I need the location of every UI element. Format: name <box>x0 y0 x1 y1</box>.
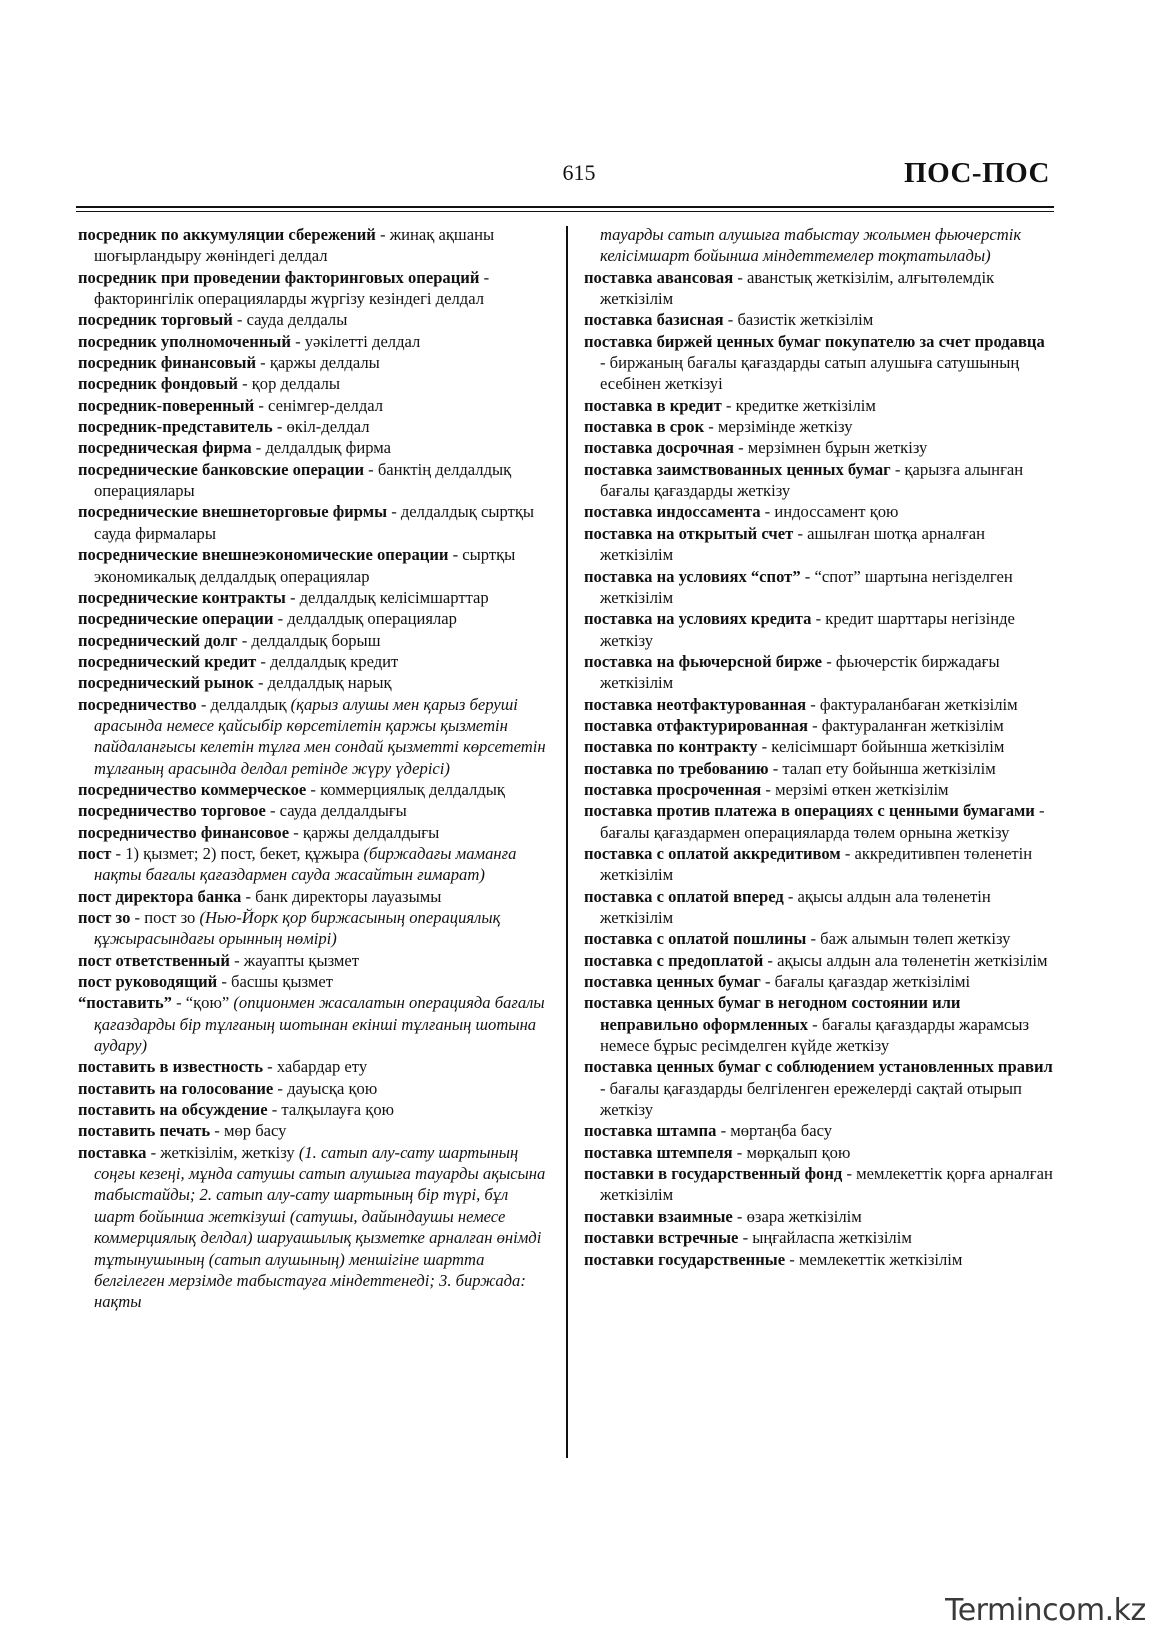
entry-term: поставка штампа <box>584 1121 717 1141</box>
entry-definition: - басшы қызмет <box>217 972 333 992</box>
entry-definition: - аванстық жеткізілім, алғытөлемдік жеткізілім <box>600 267 995 309</box>
dictionary-entry <box>78 971 548 992</box>
entry-definition: - бағалы қағаздармен операцияларда төлем орнына жеткізу <box>600 801 1045 842</box>
entry-definition: - базистік жеткізілім <box>723 310 874 330</box>
dictionary-entry <box>584 523 1054 566</box>
entry-definition: - коммерциялық делдалдық <box>306 779 505 799</box>
entry-definition: - келісімшарт бойынша жеткізілім <box>757 737 1005 757</box>
dictionary-entry <box>78 1142 548 1313</box>
dictionary-entry <box>584 758 1054 779</box>
entry-term: поставить на голосование <box>78 1078 274 1098</box>
entry-term: посреднический долг <box>78 630 238 650</box>
entry-term: посредник уполномоченный <box>78 331 291 351</box>
entry-term: посредник-представитель <box>78 417 273 437</box>
dictionary-entry <box>584 971 1054 992</box>
dictionary-entry <box>584 1206 1054 1227</box>
entry-definition: - делдалдық фирма <box>251 438 392 458</box>
dictionary-entry <box>584 694 1054 715</box>
dictionary-entry <box>78 1120 548 1141</box>
entry-definition: - қаржы делдалдығы <box>289 822 440 842</box>
entry-definition: - мемлекеттік жеткізілім <box>785 1249 963 1269</box>
entry-term: поставки встречные <box>584 1228 739 1248</box>
dictionary-entry <box>78 331 548 352</box>
dictionary-entry <box>78 950 548 971</box>
entry-definition: - аккредитивпен төленетін жеткізілім <box>600 843 1033 885</box>
entry-definition: - индоссамент қою <box>760 502 899 522</box>
dictionary-entry <box>78 373 548 394</box>
entry-term: поставка ценных бумаг <box>584 972 761 992</box>
dictionary-entry <box>584 715 1054 736</box>
entry-definition: - фактураланбаған жеткізілім <box>806 694 1018 714</box>
dictionary-entry <box>78 309 548 330</box>
dictionary-entry <box>584 501 1054 522</box>
dictionary-entry <box>78 544 548 587</box>
entry-definition: - ашылған шотқа арналған жеткізілім <box>600 523 985 565</box>
entry-definition: - бағалы қағаздар жеткізілімі <box>760 972 971 992</box>
entry-definition: - жинақ ақшаны шоғырландыру жөніндегі делдал <box>94 225 495 266</box>
entry-term: посредничество коммерческое <box>78 779 307 799</box>
dictionary-entry <box>584 459 1054 502</box>
dictionary-entry <box>584 309 1054 330</box>
dictionary-entry <box>584 395 1054 416</box>
dictionary-entry <box>584 437 1054 458</box>
entry-definition: - қаржы делдалы <box>256 353 380 373</box>
entry-note: (1. сатып алу-сату шартының соңғы кезеңі, мұнда сатушы сатып алушыға тауарды ақысына табыстайды; 2. сатып алу-сату шартының бір түрі, бұл шарт бойынша жеткізуші (сатушы, дайындаушы немесе коммерциялық делдал) шаруашылық қызметке арналған өнімді тұтынушының (сатып алушының) меншігіне шартта белгілеген мерзімде табыстауға міндеттенеді; 3. биржада: нақты <box>94 1142 546 1312</box>
entry-term: пост руководящий <box>78 972 218 992</box>
entry-term: поставить на обсуждение <box>78 1100 268 1120</box>
entry-definition: - мерзімі өткен жеткізілім <box>761 779 949 799</box>
entry-term: поставка биржей ценных бумаг покупателю за счет продавца <box>584 331 1045 351</box>
entry-term: поставка заимствованных ценных бумаг <box>584 459 891 479</box>
entry-definition: - өкіл-делдал <box>272 417 370 437</box>
dictionary-entry <box>584 928 1054 949</box>
entry-note: тауарды сатып алушыға табыстау жолымен фьючерстік келісімшарт бойынша міндеттемелер тоқтатылады) <box>600 225 1022 266</box>
entry-term: посредник-поверенный <box>78 395 255 415</box>
dictionary-entry <box>78 694 548 779</box>
entry-note: (опционмен жасалатын операцияда бағалы қағаздарды бір тұлғаның шотынан екінші тұлғаның шотына аудару) <box>94 993 545 1056</box>
dictionary-entry <box>584 416 1054 437</box>
entry-term: посредник финансовый <box>78 353 257 373</box>
entry-definition: - фьючерстік биржадағы жеткізілім <box>600 651 1000 693</box>
entry-definition: - банктің делдалдық операциялары <box>94 459 512 501</box>
entry-term: поставка неотфактурованная <box>584 694 807 714</box>
right-column <box>584 224 1054 1270</box>
entry-note: (Нью-Йорк қор биржасының операциялық құжырасындағы орынның нөмірі) <box>94 908 501 949</box>
dictionary-entry <box>78 416 548 437</box>
entry-term: посреднические контракты <box>78 587 286 607</box>
entry-definition: - мөр басу <box>210 1121 287 1141</box>
dictionary-entry <box>584 950 1054 971</box>
dictionary-entry <box>584 651 1054 694</box>
entry-definition: - қор делдалы <box>237 374 341 394</box>
entry-term: поставка с оплатой вперед <box>584 886 784 906</box>
entry-term: поставка авансовая <box>584 267 734 287</box>
dictionary-entry <box>78 352 548 373</box>
entry-definition: - бағалы қағаздарды белгіленген ережелерді сақтай отырып жеткізу <box>600 1078 1022 1120</box>
page-number: 615 <box>562 160 596 185</box>
entry-term: пост директора банка <box>78 886 242 906</box>
entry-term: посредник при проведении факторинговых операций <box>78 267 480 287</box>
entry-definition: - талап ету бойынша жеткізілім <box>768 758 996 778</box>
entry-term: посредник торговый <box>78 310 233 330</box>
entry-definition: - биржаның бағалы қағаздарды сатып алушыға сатушының есебінен жеткізуі <box>600 353 1020 394</box>
dictionary-entry <box>78 459 548 502</box>
entry-term: “поставить” <box>78 993 172 1013</box>
entry-definition: - сауда делдалдығы <box>265 801 407 821</box>
entry-definition: - делдалдық <box>196 694 291 714</box>
entry-term: посреднические операции <box>78 609 274 629</box>
entry-term: посредничество торговое <box>78 801 266 821</box>
entry-definition: - “қою” <box>171 993 234 1013</box>
entry-definition: - пост зо <box>130 908 200 927</box>
entry-term: поставка базисная <box>584 310 724 330</box>
dictionary-entry <box>78 992 548 1056</box>
dictionary-entry <box>584 1056 1054 1120</box>
entry-term: посреднический кредит <box>78 651 257 671</box>
entry-note: (қарыз алушы мен қарыз беруші арасында немесе қайсыбір көрсетілетін қаржы қызметін пайдаланғысы келетін тұлға мен сондай қызметті көрсететін тұлғаның арасында делдал ретінде жүру үдерісі) <box>94 694 546 778</box>
entry-term: поставка с предоплатой <box>584 950 764 970</box>
entry-term: поставки государственные <box>584 1249 786 1269</box>
entry-definition: - өзара жеткізілім <box>732 1206 862 1226</box>
entry-term: поставка с оплатой аккредитивом <box>584 843 841 863</box>
entry-definition: - фактураланған жеткізілім <box>807 715 1004 735</box>
entry-definition: - кредит шарттары негізінде жеткізу <box>600 609 1015 650</box>
dictionary-entry <box>584 267 1054 310</box>
dictionary-entry <box>78 587 548 608</box>
entry-definition: - факторингілік операцияларды жүргізу кезіндегі делдал <box>94 267 490 309</box>
entry-term: поставка на условиях кредита <box>584 609 812 629</box>
dictionary-entry <box>78 608 548 629</box>
entry-term: поставки взаимные <box>584 1206 733 1226</box>
dictionary-entry <box>584 1227 1054 1248</box>
dictionary-entry <box>78 395 548 416</box>
dictionary-entry <box>78 267 548 310</box>
dictionary-entry <box>78 1056 548 1077</box>
entry-term: поставка на открытый счет <box>584 523 794 543</box>
entry-definition: - мерзімнен бұрын жеткізу <box>733 438 928 458</box>
dictionary-entry <box>584 779 1054 800</box>
entry-term: поставка по контракту <box>584 737 758 757</box>
entry-term: поставка ценных бумаг в негодном состоянии или неправильно оформленных <box>584 993 961 1034</box>
dictionary-entry <box>584 566 1054 609</box>
entry-term: поставка просроченная <box>584 779 762 799</box>
dictionary-entry <box>584 1163 1054 1206</box>
entry-definition: - ақысы алдын ала төленетін жеткізілім <box>763 950 1048 970</box>
entry-definition: - сауда делдалы <box>232 310 348 330</box>
dictionary-entry <box>584 1249 1054 1270</box>
dictionary-entry <box>78 886 548 907</box>
dictionary-entry <box>78 1099 548 1120</box>
entry-definition: - ыңғайласпа жеткізілім <box>738 1228 912 1248</box>
entry-definition: - ақысы алдын ала төленетін жеткізілім <box>600 886 991 927</box>
entry-term: поставка в кредит <box>584 395 722 415</box>
entry-term: посреднический рынок <box>78 673 254 693</box>
dictionary-entry <box>78 501 548 544</box>
dictionary-entry <box>78 437 548 458</box>
entry-term: посреднические внешнеэкономические операции <box>78 545 449 565</box>
entry-definition: - делдалдық нарық <box>253 673 392 693</box>
dictionary-entry <box>78 630 548 651</box>
dictionary-entry <box>78 224 548 267</box>
dictionary-entry <box>78 672 548 693</box>
entry-term: поставка отфактурированная <box>584 715 808 735</box>
header-rule-thin <box>76 211 1054 212</box>
entry-definition: - мөртаңба басу <box>716 1121 833 1141</box>
entry-definition: - делдалдық сыртқы сауда фирмалары <box>94 502 535 543</box>
entry-term: поставка <box>78 1142 147 1162</box>
entry-term: поставка с оплатой пошлины <box>584 929 807 949</box>
entry-definition: - мөрқалып қою <box>732 1142 851 1162</box>
entry-term: поставка на условиях “спот” <box>584 566 801 586</box>
dictionary-entry <box>78 822 548 843</box>
entry-term: посреднические банковские операции <box>78 459 365 479</box>
entry-term: пост зо <box>78 908 131 927</box>
dictionary-entry <box>78 843 548 886</box>
entry-definition: - уәкілетті делдал <box>290 331 421 351</box>
header-rule-thick <box>76 206 1054 208</box>
entry-definition: - кредитке жеткізілім <box>721 395 876 415</box>
logo-mark <box>945 1592 1145 1628</box>
entry-term: поставка по требованию <box>584 758 769 778</box>
dictionary-entry <box>584 992 1054 1056</box>
logo-wordmark: Termincom.kz <box>945 1593 1145 1628</box>
entry-term: посредничество <box>78 694 197 714</box>
entry-term: посредник по аккумуляции сбережений <box>78 225 376 244</box>
dictionary-entry <box>584 886 1054 929</box>
entry-term: поставка ценных бумаг с соблюдением установленных правил <box>584 1057 1053 1077</box>
entry-definition: - қарызға алынған бағалы қағаздарды жеткізу <box>600 459 1024 501</box>
entry-term: пост ответственный <box>78 950 230 970</box>
entry-definition: - банк директоры лауазымы <box>241 886 442 906</box>
dictionary-entry <box>584 331 1054 395</box>
entry-term: поставить печать <box>78 1121 211 1141</box>
dictionary-entry <box>584 800 1054 843</box>
entry-term: посредник фондовый <box>78 374 238 394</box>
entry-definition: - “спот” шартына негізделген жеткізілім <box>600 566 1013 607</box>
entry-definition: - жауапты қызмет <box>229 950 360 970</box>
dictionary-entry <box>584 224 1054 267</box>
running-head: ПОС-ПОС <box>904 157 1050 189</box>
dictionary-entry <box>78 779 548 800</box>
column-divider <box>566 226 568 1458</box>
entry-term: посредничество финансовое <box>78 822 290 842</box>
dictionary-entry <box>584 736 1054 757</box>
entry-definition: - делдалдық келісімшарттар <box>285 587 489 607</box>
entry-definition: - жеткізілім, жеткізу <box>146 1142 299 1162</box>
entry-definition: - делдалдық борыш <box>237 630 381 650</box>
entry-term: поставка досрочная <box>584 438 734 458</box>
entry-definition: - мемлекеттік қорға арналған жеткізілім <box>600 1164 1053 1205</box>
entry-definition: - 1) қызмет; 2) пост, бекет, құжыра <box>111 843 364 863</box>
entry-definition: - делдалдық кредит <box>256 651 399 671</box>
entry-term: поставка на фьючерсной бирже <box>584 651 823 671</box>
entry-definition: - сыртқы экономикалық делдалдық операциялар <box>94 545 516 586</box>
entry-definition: - делдалдық операциялар <box>273 609 457 629</box>
entry-definition: - дауысқа қою <box>273 1078 378 1098</box>
entry-definition: - хабардар ету <box>263 1057 368 1077</box>
dictionary-entry <box>78 800 548 821</box>
dictionary-entry <box>584 1120 1054 1141</box>
termincom-logo <box>945 1592 1145 1628</box>
entry-term: поставка против платежа в операциях с ценными бумагами <box>584 801 1035 821</box>
entry-term: пост <box>78 843 112 863</box>
entry-definition: - сенімгер-делдал <box>254 395 384 415</box>
entry-definition: - мерзімінде жеткізу <box>704 417 853 437</box>
dictionary-entry <box>584 1142 1054 1163</box>
dictionary-entry <box>78 651 548 672</box>
entry-definition: - бағалы қағаздарды жарамсыз немесе бұрыс ресімделген күйде жеткізу <box>600 1014 1030 1056</box>
entry-term: поставка штемпеля <box>584 1142 733 1162</box>
entry-definition: - баж алымын төлеп жеткізу <box>806 929 1011 949</box>
dictionary-entry <box>584 608 1054 651</box>
entry-term: поставки в государственный фонд <box>584 1164 843 1184</box>
entry-term: поставка индоссамента <box>584 502 761 522</box>
entry-note: (биржадағы маманға нақты бағалы қағаздармен сауда жасайтын ғимарат) <box>94 843 517 885</box>
left-column <box>78 224 548 1313</box>
entry-term: поставить в известность <box>78 1057 264 1077</box>
dictionary-entry <box>584 843 1054 886</box>
entry-term: посреднические внешнеторговые фирмы <box>78 502 388 522</box>
dictionary-entry <box>78 1078 548 1099</box>
entry-term: посредническая фирма <box>78 438 252 458</box>
entry-term: поставка в срок <box>584 417 705 437</box>
entry-definition: - талқылауға қою <box>267 1100 395 1120</box>
dictionary-entry <box>78 907 548 950</box>
